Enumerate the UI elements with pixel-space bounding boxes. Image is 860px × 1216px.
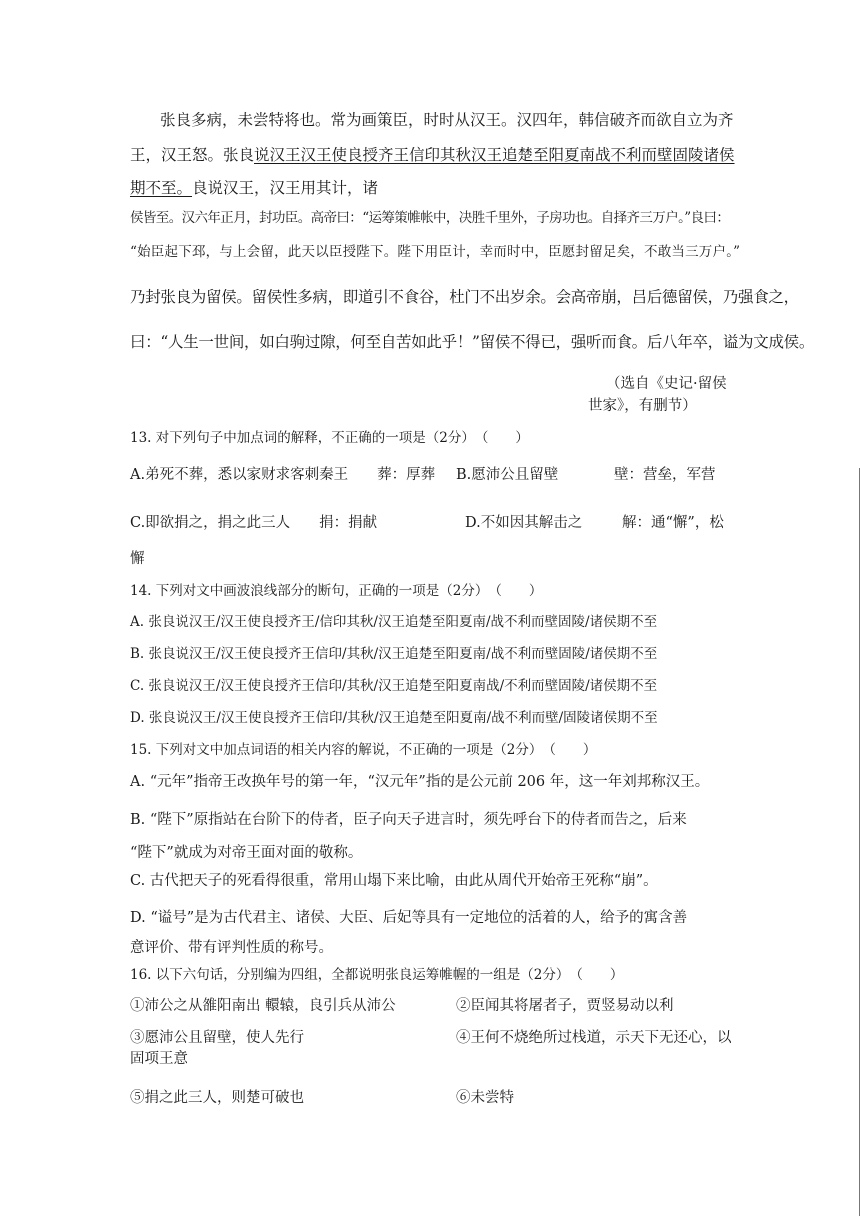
q14-stem: 14. 下列对文中画波浪线部分的断句，正确的一项是（2分） （ ） [130, 583, 543, 599]
q13-option-d: D.不如因其解击之 [465, 515, 583, 531]
q15-option-d-wrap: 意评价、带有评判性质的称号。 [130, 940, 333, 956]
wavy-underlined-segment: 说汉王汉王使良授齐王信印其秋汉王追楚至阳夏南战不利而壁固陵诸侯 [254, 146, 735, 164]
passage-line-7: 曰：“人生一世间，如白驹过隙，何至自苦如此乎！”留侯不得已，强听而食。后八年卒，谥为文成侯。 [130, 333, 815, 351]
q15-option-b-wrap: “陛下”就成为对帝王面对面的敬称。 [130, 845, 363, 861]
q14-option-a: A. 张良说汉王/汉王使良授齐王/信印其秋/汉王追楚至阳夏南/战不利而壁固陵/诸侯期不至 [130, 614, 658, 630]
q13-option-c: C.即欲捐之，捐之此三人 捐：捐献 [130, 515, 378, 531]
q15-option-a: A. “元年”指帝王改换年号的第一年，“汉元年”指的是公元前 206 年，这一年刘邦称汉王。 [130, 774, 710, 790]
passage-line-5: “始臣起下邳，与上会留，此天以臣授陛下。陛下用臣计，幸而时中，臣愿封留足矣，不敢当三万户。” [130, 244, 741, 260]
q14-option-c: C. 张良说汉王/汉王使良授齐王信印/其秋/汉王追楚至阳夏南战/不利而壁固陵/诸侯期不至 [130, 678, 658, 694]
q15-stem: 15. 下列对文中加点词语的相关内容的解说，不正确的一项是（2分） （ ） [130, 742, 597, 758]
passage-line-3 [130, 178, 378, 198]
q13-option-b: B.愿沛公且留壁 [456, 467, 559, 483]
q15-option-b: B. “陛下”原指站在台阶下的侍者，臣子向天子进言时，须先呼台下的侍者而告之，后来 [130, 812, 687, 828]
q16-item-1: ①沛公之从雒阳南出 轘辕，良引兵从沛公 [130, 998, 396, 1014]
q13-option-d-wrap: 懈 [130, 551, 145, 567]
passage-line-6: 乃封张良为留侯。留侯性多病，即道引不食谷，杜门不出岁余。会高帝崩，吕后德留侯，乃强食之， [130, 288, 799, 306]
wavy-underlined-segment-end: 期不至。 [130, 179, 193, 197]
passage-line-4: 侯皆至。汉六年正月，封功臣。高帝曰：“运筹策帷帐中，决胜千里外，子房功也。自择齐三万户。”良曰： [130, 210, 730, 226]
q15-option-c: C. 古代把天子的死看得很重，常用山塌下来比喻，由此从周代开始帝王死称“崩”。 [130, 873, 658, 889]
q15-option-d: D. “谥号”是为古代君主、诸侯、大臣、后妃等具有一定地位的活着的人，给予的寓含善 [130, 910, 688, 926]
source-line-2: 世家》，有删节） [588, 398, 697, 414]
q13-option-d-gloss: 解：通“懈”，松 [622, 515, 724, 531]
q14-option-d: D. 张良说汉王/汉王使良授齐王信印/其秋/汉王追楚至阳夏南/战不利而壁/固陵诸侯期不至 [130, 710, 658, 726]
passage-line-1: 张良多病，未尝特将也。常为画策臣，时时从汉王。汉四年，韩信破齐而欲自立为齐 [160, 111, 734, 129]
q16-stem: 16. 以下六句话，分别编为四组，全都说明张良运筹帷幄的一组是（2分） （ ） [130, 967, 624, 983]
passage-line-2-start: 王，汉王怒。张良 [130, 146, 255, 164]
q16-item-4: ④王何不烧绝所过栈道，示天下无还心，以 [456, 1030, 732, 1046]
q16-item-6: ⑥未尝特 [456, 1090, 514, 1106]
q13-option-a: A.弟死不葬，悉以家财求客刺秦王 葬：厚葬 [130, 467, 436, 483]
q13-stem: 13. 对下列句子中加点词的解释，不正确的一项是（2分） （ ） [130, 430, 529, 446]
passage-line-2 [130, 145, 735, 165]
q16-item-4-wrap: 固项王意 [130, 1051, 188, 1067]
source-line-1: （选自《史记·留侯 [606, 376, 727, 392]
q13-option-b-gloss: 壁：营垒，军营 [614, 467, 716, 483]
q16-item-2: ②臣闻其将屠者子，贾竖易动以利 [456, 998, 674, 1014]
passage-line-3-rest: 良说汉王，汉王用其计，诸 [192, 179, 379, 197]
q16-item-3: ③愿沛公且留壁，使人先行 [130, 1030, 304, 1046]
q16-item-5: ⑤捐之此三人，则楚可破也 [130, 1090, 304, 1106]
q14-option-b: B. 张良说汉王/汉王使良授齐王信印/其秋/汉王追楚至阳夏南/战不利而壁固陵/诸侯期不至 [130, 646, 658, 662]
